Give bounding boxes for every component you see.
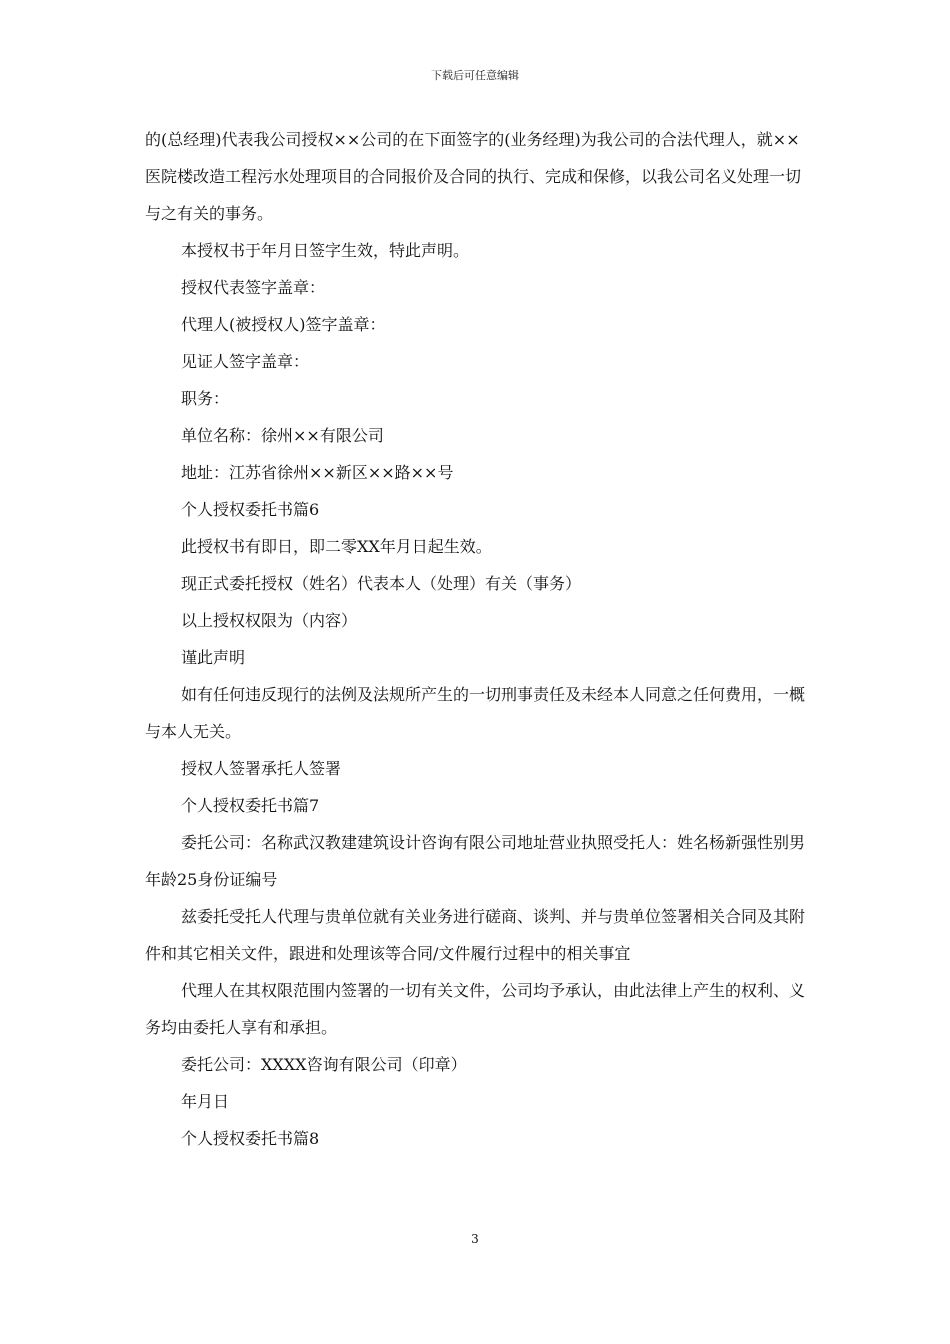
paragraph-company-name: 单位名称：徐州××有限公司: [181, 426, 384, 445]
paragraph-authority-limit: 以上授权权限为（内容）: [181, 611, 358, 630]
paragraph-date: 年月日: [181, 1092, 230, 1111]
paragraph-validity: 此授权书有即日，即二零XX年月日起生效。: [181, 537, 492, 556]
download-edit-note: 下载后可任意编辑: [431, 69, 519, 82]
paragraph-formal-authorization: 现正式委托授权（姓名）代表本人（处理）有关（事务）: [181, 574, 582, 593]
paragraph-entrusted-matters: 兹委托受托人代理与贵单位就有关业务进行磋商、谈判、并与贵单位签署相关合同及其附件和其它相关文件，跟进和处理该等合同/文件履行过程中的相关事宜: [145, 907, 806, 963]
paragraph-position: 职务：: [181, 389, 230, 408]
section-title-7: 个人授权委托书篇7: [181, 796, 320, 815]
section-title-8: 个人授权委托书篇8: [181, 1129, 320, 1148]
paragraph-address: 地址：江苏省徐州××新区××路××号: [181, 463, 454, 482]
paragraph-signatures: 授权人签署承托人签署: [181, 759, 342, 778]
paragraph-company-acknowledgement: 代理人在其权限范围内签署的一切有关文件，公司均予承认，由此法律上产生的权利、义务均由委托人享有和承担。: [145, 981, 806, 1037]
paragraph-authorization-scope: 的(总经理)代表我公司授权××公司的在下面签字的(业务经理)为我公司的合法代理人，就××医院楼改造工程污水处理项目的合同报价及合同的执行、完成和保修，以我公司名义处理一切与之有关的事务。: [145, 130, 802, 223]
document-body: [145, 121, 810, 1157]
paragraph-effective-statement: 本授权书于年月日签字生效，特此声明。: [181, 241, 470, 260]
paragraph-representative-signature: 授权代表签字盖章：: [181, 278, 326, 297]
paragraph-witness-signature: 见证人签字盖章：: [181, 352, 310, 371]
paragraph-agent-signature: 代理人(被授权人)签字盖章：: [181, 315, 386, 334]
paragraph-declaration: 谨此声明: [181, 648, 246, 667]
page-number: 3: [471, 1232, 479, 1246]
paragraph-company-seal: 委托公司：XXXX咨询有限公司（印章）: [181, 1055, 467, 1074]
paragraph-liability-disclaimer: 如有任何违反现行的法例及法规所产生的一切刑事责任及未经本人同意之任何费用，一概与本人无关。: [145, 685, 806, 741]
paragraph-entrusting-company: 委托公司：名称武汉教建建筑设计咨询有限公司地址营业执照受托人：姓名杨新强性别男年龄25身份证编号: [145, 833, 806, 889]
section-title-6: 个人授权委托书篇6: [181, 500, 320, 519]
